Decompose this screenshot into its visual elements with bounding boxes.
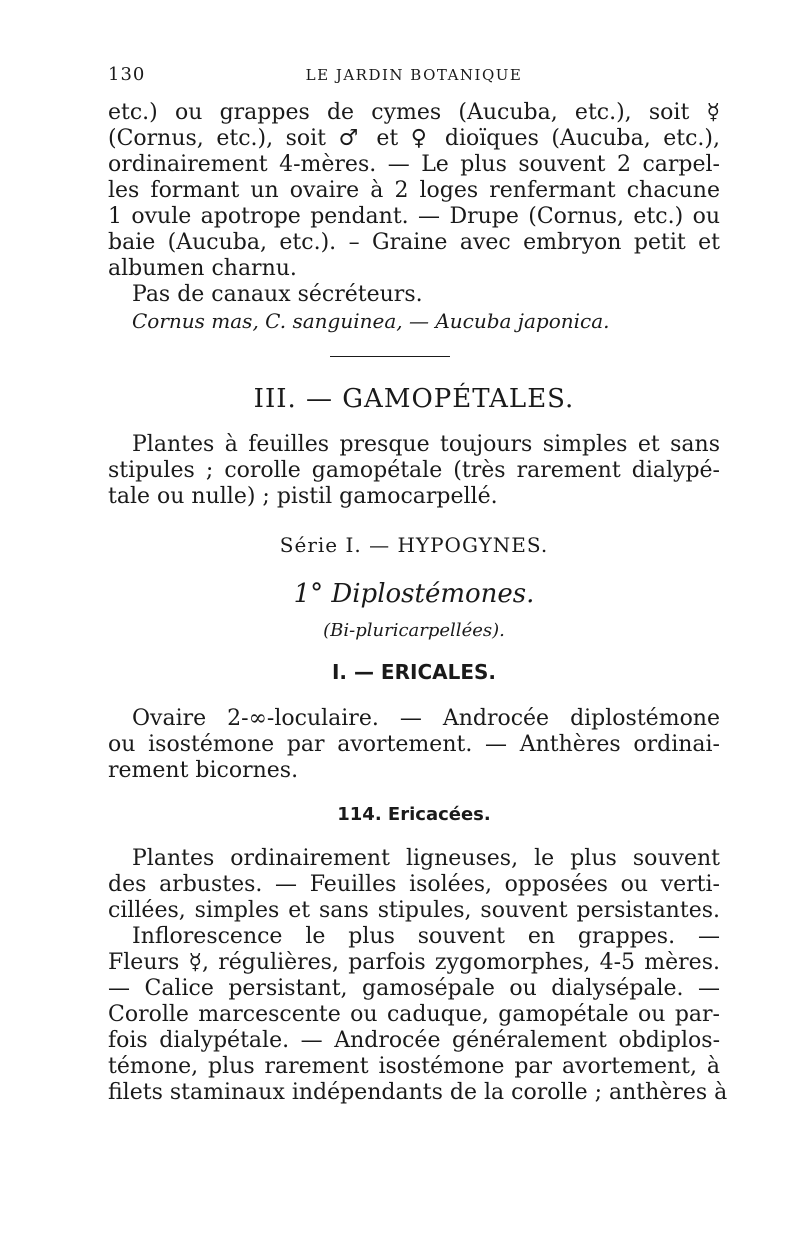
text-line: tale ou nulle) ; pistil gamocarpellé.: [108, 484, 498, 509]
text-line: stipules ; corolle gamopétale (très rarement dialypé-: [108, 458, 720, 483]
text-line: témone, plus rarement isostémone par avortement, à: [108, 1054, 720, 1079]
order-heading: I. — ERICALES.: [331, 660, 497, 684]
subseries-heading: 1° Diplostémones.: [293, 579, 535, 609]
text-line: rement bicornes.: [108, 758, 299, 783]
text-line: cillées, simples et sans stipules, souvent persistantes.: [108, 898, 720, 923]
subseries-note: (Bi-pluricarpellées).: [323, 620, 505, 641]
text-line: les formant un ovaire à 2 loges renfermant chacune: [108, 178, 720, 203]
text-line: etc.) ou grappes de cymes (Aucuba, etc.), soit ☿: [108, 100, 720, 125]
family-description: [108, 846, 728, 1106]
text-line: — Calice persistant, gamosépale ou dialysépale. —: [108, 976, 720, 1001]
text-line: filets staminaux indépendants de la corolle ; anthères à: [108, 1080, 728, 1105]
text-line: albumen charnu.: [108, 256, 297, 281]
section-heading: III. — GAMOPÉTALES.: [253, 384, 575, 414]
page-number: 130: [108, 64, 146, 85]
text-line: Plantes à feuilles presque toujours simples et sans: [132, 432, 720, 457]
page-header: [108, 64, 720, 88]
section-divider: [330, 356, 450, 357]
text-line: Pas de canaux sécréteurs.: [132, 282, 423, 307]
text-line: baie (Aucuba, etc.). – Graine avec embryon petit et: [108, 230, 720, 255]
text-line: fois dialypétale. — Androcée généralement obdiplos-: [108, 1028, 720, 1053]
continuation-paragraph: [108, 100, 720, 334]
order-description: [108, 706, 720, 784]
family-heading: 114. Ericacées.: [337, 804, 491, 825]
text-line: Ovaire 2-∞-loculaire. — Androcée diplostémone: [132, 706, 720, 731]
text-line: Plantes ordinairement ligneuses, le plus souvent: [132, 846, 720, 871]
serie-heading: Série I. — HYPOGYNES.: [279, 533, 549, 557]
text-line: ordinairement 4-mères. — Le plus souvent 2 carpel-: [108, 152, 720, 177]
text-line: des arbustes. — Feuilles isolées, opposées ou verti-: [108, 872, 720, 897]
text-line: (Cornus, etc.), soit ♂ et ♀ dioïques (Aucuba, etc.),: [108, 126, 720, 151]
text-line: Fleurs ☿, régulières, parfois zygomorphes, 4-5 mères.: [108, 950, 720, 975]
example-species: Cornus mas, C. sanguinea, — Aucuba japonica.: [132, 309, 610, 333]
text-line: Corolle marcescente ou caduque, gamopétale ou par-: [108, 1002, 720, 1027]
text-line: ou isostémone par avortement. — Anthères ordinai-: [108, 732, 720, 757]
text-line: Inflorescence le plus souvent en grappes. —: [132, 924, 720, 949]
section-intro: [108, 432, 720, 510]
text-line: 1 ovule apotrope pendant. — Drupe (Cornus, etc.) ou: [108, 204, 720, 229]
running-head: LE JARDIN BOTANIQUE: [305, 66, 523, 84]
